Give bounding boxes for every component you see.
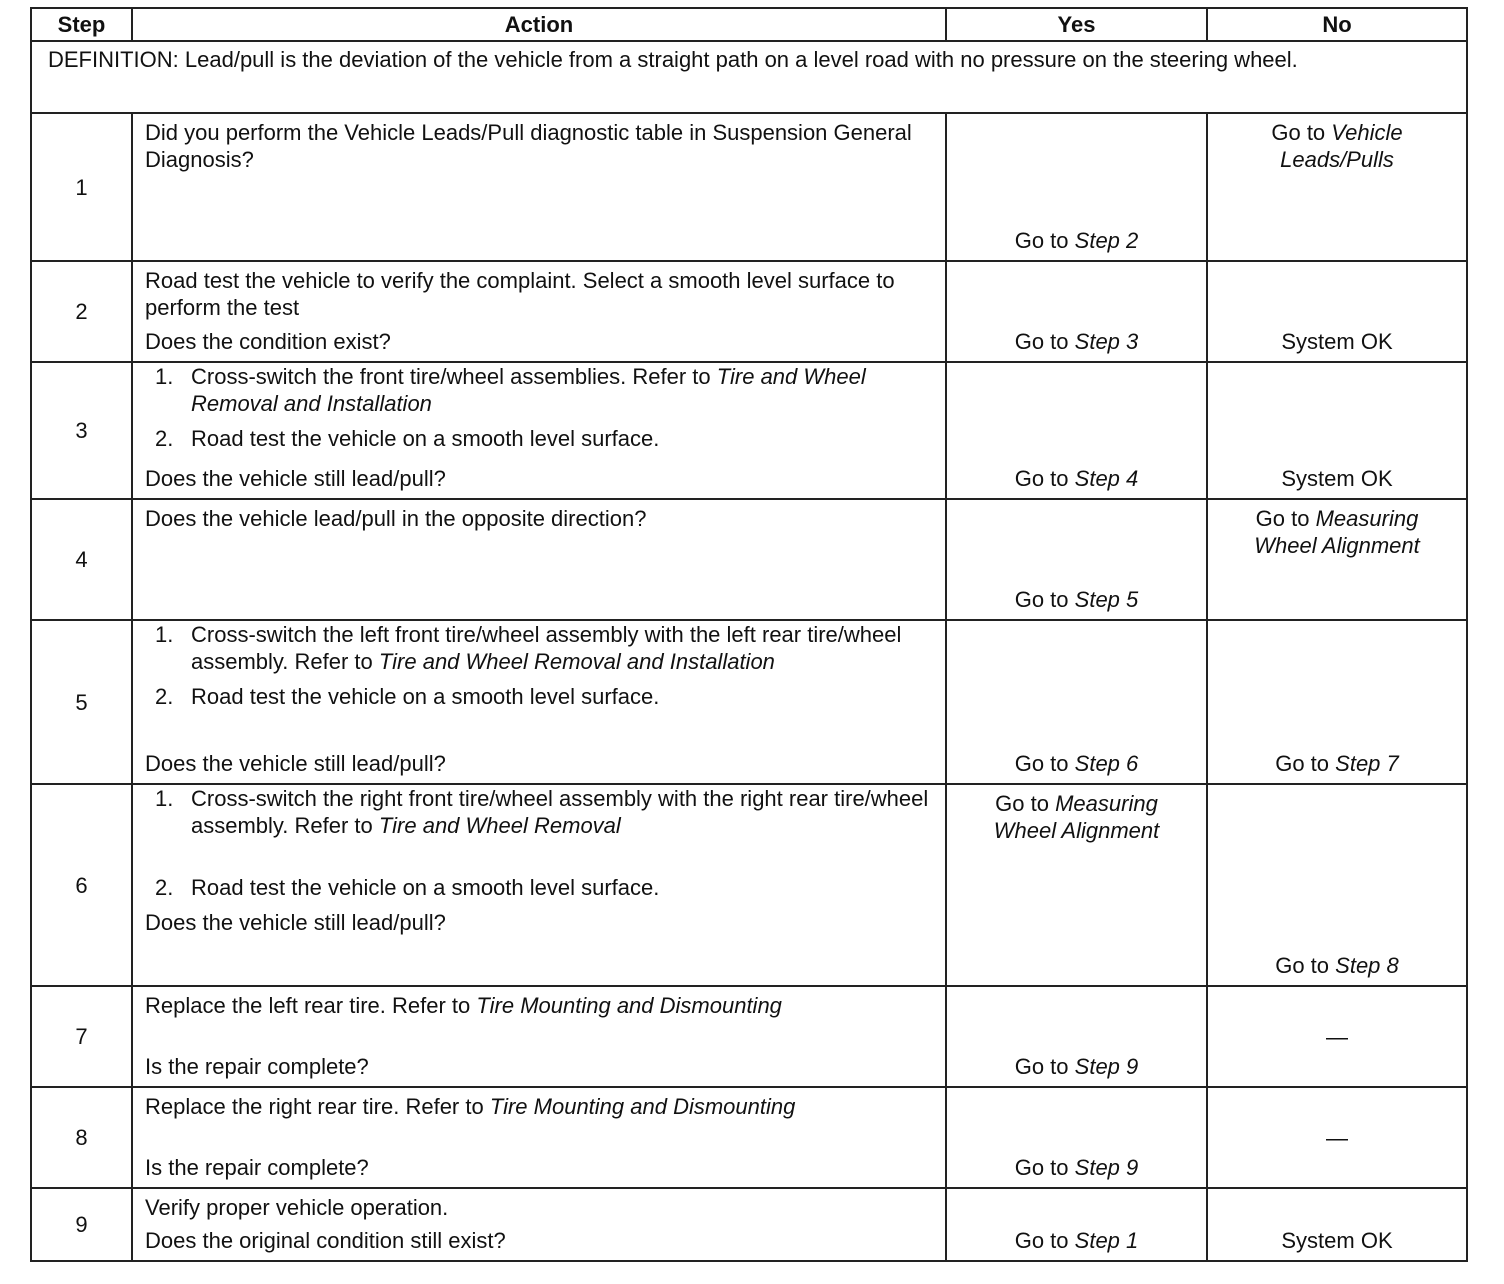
no-text: System OK — [1281, 329, 1393, 354]
yes-prefix: Go to — [1014, 1155, 1069, 1180]
yes-prefix: Go to — [1014, 1054, 1069, 1079]
header-step: Step — [31, 8, 132, 41]
action-cell — [132, 620, 946, 784]
action-question: Does the condition exist? — [145, 329, 391, 354]
yes-cell — [946, 1188, 1207, 1261]
table-row — [31, 1188, 1467, 1261]
action-question: Does the vehicle still lead/pull? — [145, 466, 446, 491]
no-cell — [1207, 261, 1467, 362]
item-text: Road test the vehicle on a smooth level surface. — [191, 875, 660, 900]
no-link[interactable]: Step 7 — [1335, 751, 1399, 776]
step-number: 1 — [31, 113, 132, 261]
list-item — [133, 363, 945, 417]
diagnostic-table — [30, 7, 1468, 1262]
item-text: Road test the vehicle on a smooth level surface. — [191, 684, 660, 709]
action-cell — [132, 1188, 946, 1261]
action-question: Does the original condition still exist? — [145, 1228, 506, 1253]
header-yes: Yes — [946, 8, 1207, 41]
action-cell — [132, 986, 946, 1087]
yes-prefix: Go to — [1014, 1228, 1069, 1253]
table-row — [31, 784, 1467, 986]
definition-row — [31, 41, 1467, 113]
no-text: — — [1326, 1125, 1348, 1150]
list-item — [133, 785, 945, 839]
yes-link[interactable]: Step 9 — [1074, 1054, 1139, 1079]
yes-link[interactable]: Step 2 — [1074, 228, 1139, 253]
table-row — [31, 499, 1467, 620]
list-item — [133, 683, 945, 710]
action-cell — [132, 1087, 946, 1188]
item-number: 2. — [155, 875, 174, 900]
no-prefix: Go to — [1275, 953, 1330, 978]
step-number: 9 — [31, 1188, 132, 1261]
action-link[interactable]: Tire Mounting and Dismounting — [476, 993, 782, 1018]
step-number: 3 — [31, 362, 132, 499]
yes-prefix: Go to — [1014, 466, 1069, 491]
yes-cell — [946, 986, 1207, 1087]
no-cell — [1207, 1188, 1467, 1261]
no-cell — [1207, 1087, 1467, 1188]
table-row — [31, 1087, 1467, 1188]
yes-link[interactable]: Measuring Wheel Alignment — [993, 791, 1160, 843]
item-text: Cross-switch the front tire/wheel assemblies. Refer to — [191, 364, 711, 389]
table-row — [31, 620, 1467, 784]
action-cell — [132, 784, 946, 986]
table-row — [31, 362, 1467, 499]
action-text: Verify proper vehicle operation. — [145, 1195, 449, 1220]
yes-cell — [946, 499, 1207, 620]
no-prefix: Go to — [1255, 506, 1310, 531]
no-cell — [1207, 499, 1467, 620]
no-cell — [1207, 620, 1467, 784]
action-link[interactable]: Tire Mounting and Dismounting — [489, 1094, 796, 1119]
no-cell — [1207, 362, 1467, 499]
no-text: — — [1326, 1024, 1348, 1049]
no-prefix: Go to — [1275, 751, 1330, 776]
no-text: System OK — [1281, 1228, 1393, 1253]
step-number: 4 — [31, 499, 132, 620]
action-list — [133, 363, 945, 452]
table-row — [31, 261, 1467, 362]
yes-link[interactable]: Step 1 — [1074, 1228, 1139, 1253]
step-number: 5 — [31, 620, 132, 784]
list-item — [133, 621, 945, 675]
action-list — [133, 621, 945, 710]
action-text: Replace the left rear tire. Refer to — [145, 993, 471, 1018]
no-link[interactable]: Vehicle Leads/Pulls — [1280, 120, 1403, 172]
no-link[interactable]: Step 8 — [1335, 953, 1399, 978]
item-text: Cross-switch the left front tire/wheel assembly with the left rear tire/wheel assembly. Refer to — [191, 622, 902, 674]
item-number: 2. — [155, 426, 174, 451]
action-text: Did you perform the Vehicle Leads/Pull diagnostic table in Suspension General Diagnosis? — [145, 120, 912, 172]
yes-link[interactable]: Step 3 — [1074, 329, 1139, 354]
no-prefix: Go to — [1271, 120, 1326, 145]
yes-link[interactable]: Step 6 — [1074, 751, 1139, 776]
action-question: Does the vehicle still lead/pull? — [145, 751, 446, 776]
item-link[interactable]: Tire and Wheel Removal — [378, 813, 621, 838]
item-link[interactable]: Tire and Wheel Removal and Installation — [378, 649, 775, 674]
action-cell — [132, 499, 946, 620]
list-item — [133, 874, 945, 901]
header-row — [31, 8, 1467, 41]
yes-cell — [946, 261, 1207, 362]
yes-link[interactable]: Step 9 — [1074, 1155, 1139, 1180]
header-action: Action — [132, 8, 946, 41]
item-text: Cross-switch the right front tire/wheel assembly with the right rear tire/wheel assembly. Refer to — [191, 786, 929, 838]
yes-prefix: Go to — [1014, 587, 1069, 612]
no-cell — [1207, 784, 1467, 986]
table-row — [31, 986, 1467, 1087]
action-cell — [132, 362, 946, 499]
header-no: No — [1207, 8, 1467, 41]
action-list — [133, 785, 945, 901]
yes-cell — [946, 620, 1207, 784]
yes-cell — [946, 1087, 1207, 1188]
action-question: Is the repair complete? — [145, 1155, 369, 1180]
step-number: 2 — [31, 261, 132, 362]
action-text: Road test the vehicle to verify the complaint. Select a smooth level surface to perform the test — [145, 268, 895, 320]
yes-prefix: Go to — [995, 791, 1049, 816]
yes-prefix: Go to — [1014, 329, 1069, 354]
no-link[interactable]: Measuring Wheel Alignment — [1254, 506, 1420, 558]
no-cell — [1207, 113, 1467, 261]
item-number: 1. — [155, 786, 174, 811]
table-row — [31, 113, 1467, 261]
definition-text: DEFINITION: Lead/pull is the deviation of the vehicle from a straight path on a level road with no pressure on the steering wheel. — [31, 41, 1467, 113]
action-question: Does the vehicle still lead/pull? — [145, 910, 446, 935]
action-text: Replace the right rear tire. Refer to — [145, 1094, 484, 1119]
list-item — [133, 425, 945, 452]
yes-cell — [946, 784, 1207, 986]
item-number: 1. — [155, 364, 174, 389]
yes-link[interactable]: Step 4 — [1074, 466, 1139, 491]
yes-link[interactable]: Step 5 — [1074, 587, 1139, 612]
item-number: 1. — [155, 622, 174, 647]
action-question: Is the repair complete? — [145, 1054, 369, 1079]
action-cell — [132, 261, 946, 362]
step-number: 6 — [31, 784, 132, 986]
item-link[interactable]: Tire and Wheel Removal and Installation — [191, 364, 866, 416]
action-cell — [132, 113, 946, 261]
yes-prefix: Go to — [1014, 228, 1069, 253]
no-text: System OK — [1281, 466, 1393, 491]
item-number: 2. — [155, 684, 174, 709]
step-number: 7 — [31, 986, 132, 1087]
item-text: Road test the vehicle on a smooth level surface. — [191, 426, 660, 451]
action-text: Does the vehicle lead/pull in the opposite direction? — [145, 506, 647, 531]
yes-cell — [946, 362, 1207, 499]
yes-cell — [946, 113, 1207, 261]
step-number: 8 — [31, 1087, 132, 1188]
no-cell — [1207, 986, 1467, 1087]
yes-prefix: Go to — [1014, 751, 1069, 776]
